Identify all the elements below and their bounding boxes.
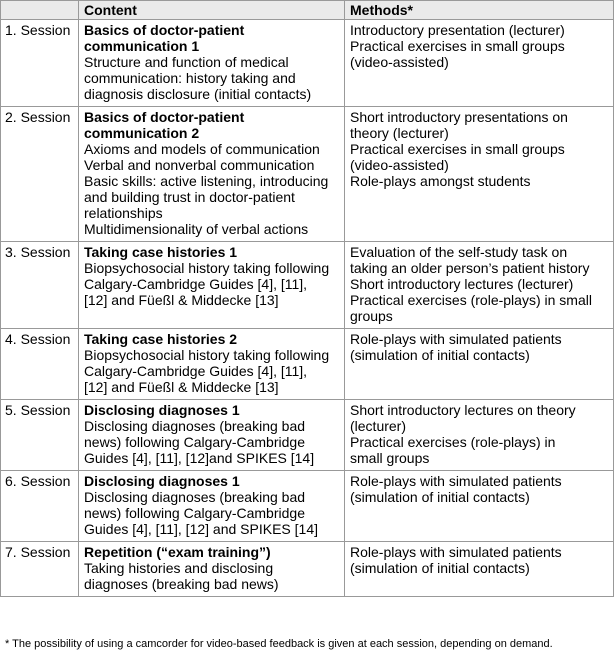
content-line: Biopsychosocial history taking following [84,347,330,363]
content-line: Disclosing diagnoses (breaking bad [84,489,306,505]
content-line: Verbal and nonverbal communication [84,157,315,173]
content-line: diagnosis disclosure (initial contacts) [84,86,312,102]
methods-cell [345,107,614,242]
content-cell [79,471,345,542]
method-line: theory (lecturer) [350,125,449,141]
table-row [1,242,614,329]
method-line: Role-plays amongst students [350,173,531,189]
footnote: * The possibility of using a camcorder for video-based feedback is given at each session, depending on demand. [5,638,553,650]
method-line: Role-plays with simulated patients [350,544,562,560]
content-line: Calgary-Cambridge Guides [4], [11], [84,276,308,292]
method-line: Short introductory lectures on theory [350,402,576,418]
session-title: Repetition (“exam training”) [84,544,271,560]
content-line: news) following Calgary-Cambridge [84,505,305,521]
content-line: Basic skills: active listening, introducing [84,173,329,189]
method-line: Evaluation of the self-study task on [350,244,568,260]
content-cell [79,329,345,400]
method-line: (simulation of initial contacts) [350,560,530,576]
method-line: Practical exercises (role-plays) in [350,434,556,450]
session-title: Basics of doctor-patient [84,22,245,38]
method-line: (video-assisted) [350,54,449,70]
table-row [1,400,614,471]
session-label: 4. Session [1,329,79,400]
content-line: Guides [4], [11], [12] and SPIKES [14] [84,521,318,537]
content-line: news) following Calgary-Cambridge [84,434,305,450]
session-title: communication 2 [84,125,200,141]
content-line: diagnoses (breaking bad news) [84,576,279,592]
table-row [1,329,614,400]
content-cell [79,542,345,597]
session-label: 5. Session [1,400,79,471]
methods-cell [345,400,614,471]
content-line: communication: history taking and [84,70,296,86]
methods-cell [345,20,614,107]
table-row [1,20,614,107]
content-line: relationships [84,205,163,221]
header-session [1,1,79,20]
content-line: Disclosing diagnoses (breaking bad [84,418,306,434]
method-line: Short introductory lectures (lecturer) [350,276,574,292]
content-line: and building trust in doctor-patient [84,189,295,205]
method-line: Practical exercises (role-plays) in small [350,292,592,308]
content-line: [12] and Füeßl & Middecke [13] [84,292,279,308]
content-line: Taking histories and disclosing [84,560,274,576]
method-line: (simulation of initial contacts) [350,347,530,363]
methods-cell [345,329,614,400]
method-line: groups [350,308,393,324]
content-cell [79,107,345,242]
method-line: Practical exercises in small groups [350,38,565,54]
method-line: Role-plays with simulated patients [350,331,562,347]
content-line: Axioms and models of communication [84,141,320,157]
session-label: 2. Session [1,107,79,242]
table-row [1,542,614,597]
content-cell [79,400,345,471]
content-line: [12] and Füeßl & Middecke [13] [84,379,279,395]
method-line: Practical exercises in small groups [350,141,565,157]
method-line: taking an older person’s patient history [350,260,590,276]
header-content: Content [79,1,345,20]
session-label: 7. Session [1,542,79,597]
session-title: Disclosing diagnoses 1 [84,473,240,489]
content-line: Biopsychosocial history taking following [84,260,330,276]
method-line: small groups [350,450,430,466]
methods-cell [345,542,614,597]
method-line: (video-assisted) [350,157,449,173]
method-line: Introductory presentation (lecturer) [350,22,565,38]
content-line: Calgary-Cambridge Guides [4], [11], [84,363,308,379]
content-cell [79,20,345,107]
content-line: Structure and function of medical [84,54,289,70]
methods-cell [345,471,614,542]
session-title: communication 1 [84,38,200,54]
header-methods: Methods* [345,1,614,20]
session-title: Disclosing diagnoses 1 [84,402,240,418]
methods-cell [345,242,614,329]
method-line: Short introductory presentations on [350,109,568,125]
content-line: Guides [4], [11], [12]and SPIKES [14] [84,450,315,466]
table-body [1,20,614,597]
table-row [1,107,614,242]
session-title: Taking case histories 1 [84,244,238,260]
session-title: Basics of doctor-patient [84,109,245,125]
method-line: (lecturer) [350,418,407,434]
method-line: Role-plays with simulated patients [350,473,562,489]
content-cell [79,242,345,329]
session-title: Taking case histories 2 [84,331,238,347]
table-row [1,471,614,542]
content-line: Multidimensionality of verbal actions [84,221,309,237]
session-label: 1. Session [1,20,79,107]
session-label: 3. Session [1,242,79,329]
session-label: 6. Session [1,471,79,542]
method-line: (simulation of initial contacts) [350,489,530,505]
header-row [1,1,614,20]
